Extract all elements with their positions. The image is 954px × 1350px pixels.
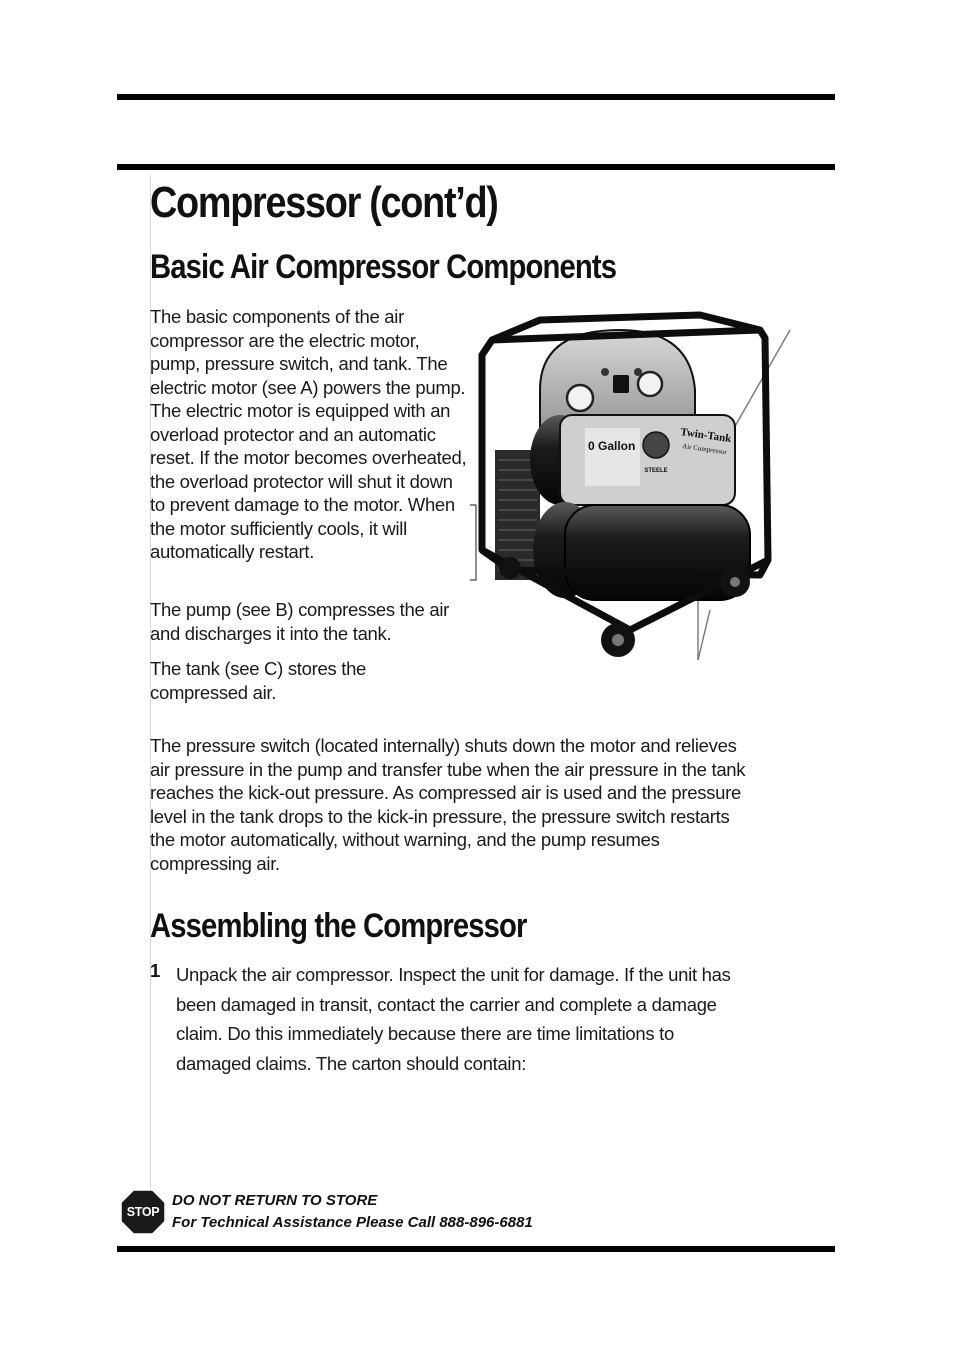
brand-sublabel: Air Compressor xyxy=(681,442,728,457)
components-paragraph-4: The pressure switch (located internally) shuts down the motor and relieves air pressure in the pump and transfer tube when the air pressure in the tank reaches the kick-out pressure. As compressed air is used and the pressure level in the tank drops to the kick-in pressure, the pressure switch restarts the motor automatically, without warning, and the pump resumes compressing air. xyxy=(150,735,746,874)
air-compressor-photo xyxy=(470,310,800,670)
footer-warning: DO NOT RETURN TO STORE xyxy=(172,1192,378,1209)
footer-support-phone: For Technical Assistance Please Call 888-896-6881 xyxy=(172,1214,533,1231)
section-title-assembling: Assembling the Compressor xyxy=(150,907,527,945)
components-paragraph-1: The basic components of the air compressor are the electric motor, pump, pressure switch, and tank. The electric motor (see A) powers the pump. The electric motor is equipped with an overload protector and an automatic reset. If the motor becomes overheated, the overload protector will shut it down to prevent damage to the motor. When the motor sufficiently cools, it will automatically restart. xyxy=(150,306,467,562)
header-rule-bottom xyxy=(117,164,835,170)
logo-text: STEELE xyxy=(644,468,668,474)
tank-capacity-label: 0 Gallon xyxy=(588,439,636,453)
stop-sign-icon xyxy=(120,1189,166,1235)
components-paragraph-2: The pump (see B) compresses the air and discharges it into the tank. xyxy=(150,599,449,644)
footer-rule xyxy=(117,1246,835,1252)
step-number: 1 xyxy=(150,960,161,981)
header-rule-top xyxy=(117,94,835,100)
page-title: Compressor (cont’d) xyxy=(150,178,498,227)
brand-label: Twin-Tank xyxy=(679,426,733,446)
step-text: Unpack the air compressor. Inspect the unit for damage. If the unit has been damaged in transit, contact the carrier and complete a damage claim. Do this immediately because there are time limitations to damaged claims. The carton should contain: xyxy=(176,964,731,1074)
components-paragraph-3: The tank (see C) stores the compressed air. xyxy=(150,658,367,703)
stop-sign-label: STOP xyxy=(126,1205,160,1219)
section-title-components: Basic Air Compressor Components xyxy=(150,248,617,286)
